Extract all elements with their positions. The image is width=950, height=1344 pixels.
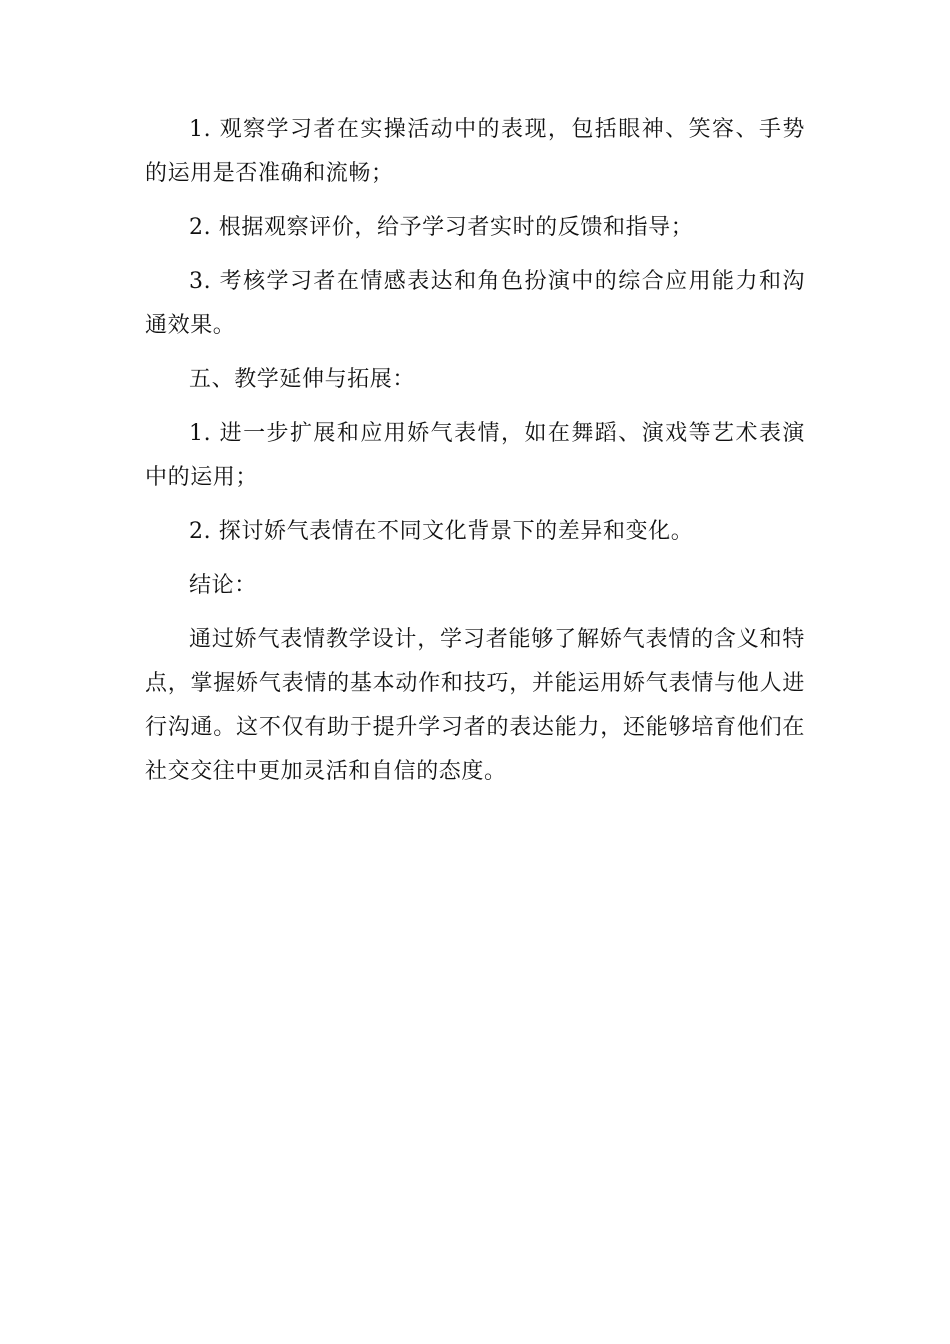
paragraph-extend-application: 1. 进一步扩展和应用娇气表情，如在舞蹈、演戏等艺术表演中的运用； [145,421,805,490]
paragraph-cultural-differences: 2. 探讨娇气表情在不同文化背景下的差异和变化。 [189,519,694,544]
paragraph-assessment: 3. 考核学习者在情感表达和角色扮演中的综合应用能力和沟通效果。 [145,269,805,338]
document-body [145,108,805,804]
section-heading-extension: 五、教学延伸与拓展： [189,367,416,392]
paragraph-conclusion: 通过娇气表情教学设计，学习者能够了解娇气表情的含义和特点，掌握娇气表情的基本动作和技巧，并能运用娇气表情与他人进行沟通。这不仅有助于提升学习者的表达能力，还能够培育他们在社交交往中更加灵活和自信的态度。 [145,627,805,784]
paragraph-feedback: 2. 根据观察评价，给予学习者实时的反馈和指导； [189,215,694,240]
paragraph-observe-performance: 1. 观察学习者在实操活动中的表现，包括眼神、笑容、手势的运用是否准确和流畅； [145,117,805,186]
section-heading-conclusion: 结论： [189,573,257,598]
